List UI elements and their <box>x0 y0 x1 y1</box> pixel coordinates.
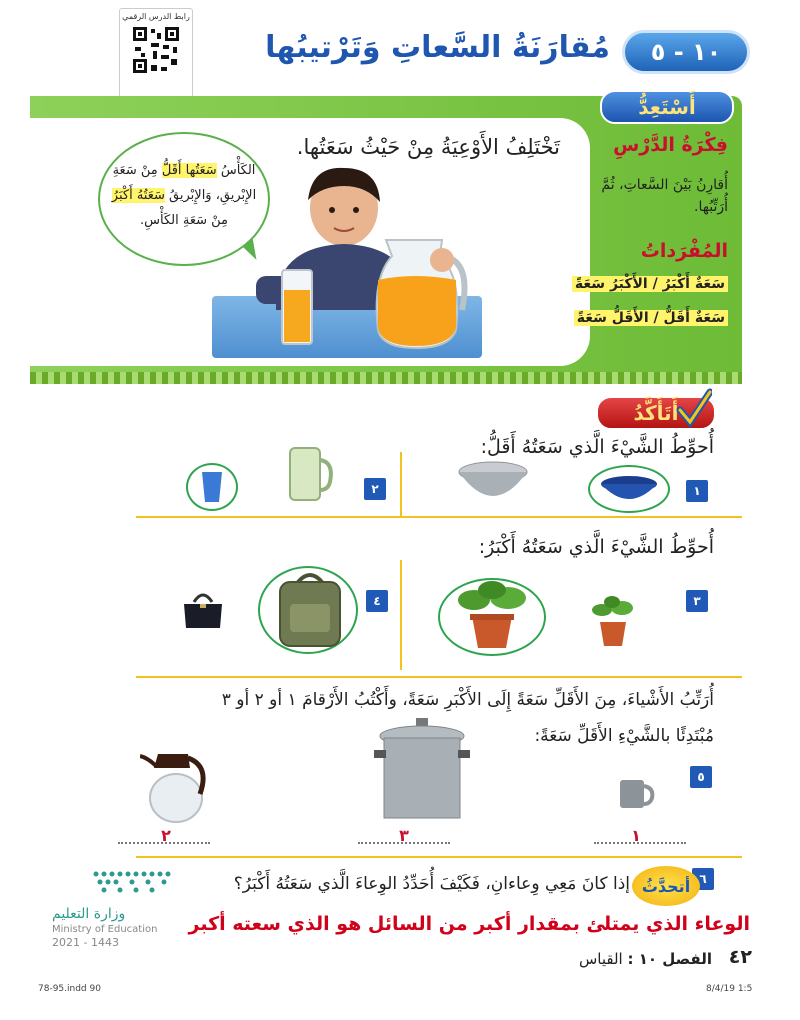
page-number: ٤٢ <box>728 946 752 968</box>
question-order-line-1: أُرَتِّبُ الأَشْياءَ، مِنَ الأَقَلِّ سَعَةً إِلَى الأَكْبَرِ سَعَةً، وأَكْتُبُ الأَرْقامَ ١ أو ٢ أو ٣ <box>221 690 714 710</box>
exercise-number-4: ٤ <box>366 590 388 612</box>
ministry-name-english: Ministry of Education <box>52 924 158 935</box>
print-file-name: 78-95.indd 90 <box>38 984 101 994</box>
divider-horizontal-3 <box>136 856 742 858</box>
coffee-kettle-image <box>140 748 212 824</box>
gray-mug-image <box>616 776 656 812</box>
exercise-number-2: ٢ <box>364 478 386 500</box>
talk-badge: أتحدَّثُ <box>632 866 700 906</box>
large-plant-pot-image <box>452 580 532 652</box>
answer-pot: ٣ <box>399 826 409 845</box>
divider-horizontal-2 <box>136 676 742 678</box>
check-mark-icon <box>676 388 712 428</box>
exercise-number-1: ١ <box>686 480 708 502</box>
qr-code-icon <box>131 25 181 75</box>
large-steel-bowl-image <box>455 460 531 508</box>
ready-section-border <box>30 372 742 384</box>
vocabulary-item-1: سَعَةٌ أَكْبَرُ / الأَكْبَرُ سَعَةً <box>572 276 728 292</box>
question-order-line-2: مُبْتَدِئًا بالشَّيْءِ الأَقَلِّ سَعَةً: <box>534 726 714 746</box>
lesson-idea-heading: فِكْرَةُ الدَّرْسِ <box>613 134 728 156</box>
question-less-capacity: أُحوِّطُ الشَّيْءَ الَّذي سَعَتُهُ أَقَلُّ: <box>480 436 714 458</box>
ministry-name-arabic: وزارة التعليم <box>52 906 126 922</box>
handbag-image <box>180 588 226 632</box>
chapter-label: الفصل ١٠ : القياس <box>578 950 712 968</box>
small-plant-pot-image <box>590 596 636 650</box>
divider-vertical-2 <box>400 560 402 670</box>
intro-sentence: تَخْتَلِفُ الأَوْعِيَةُ مِنْ حَيْثُ سَعَتُها. <box>296 135 560 159</box>
answer-mug: ١ <box>631 826 641 845</box>
glass-jar-mug-image <box>284 442 334 504</box>
boy-with-glass-and-jug-illustration <box>236 160 496 360</box>
ministry-logo-icon <box>92 868 178 894</box>
ready-tab: أَسْتَعِدُّ <box>600 90 734 124</box>
exercise-number-3: ٣ <box>686 590 708 612</box>
speech-bubble-text: الكَأْسُ سَعَتُها أَقَلُّ مِنْ سَعَةِ الإِبْريقِ، وَالإِبْريقُ سَعَتُهُ أَكْبَرُ مِنْ سَعَةِ الكَأْسِ. <box>111 163 257 228</box>
question-more-capacity: أُحوِّطُ الشَّيْءَ الَّذي سَعَتُهُ أَكْبَرُ: <box>478 536 714 558</box>
lesson-title: مُقارَنَةُ السَّعاتِ وَتَرْتيبُها <box>265 30 610 65</box>
qr-caption: رابط الدرس الرقمي <box>122 12 190 21</box>
small-blue-bowl-image <box>598 474 660 506</box>
blue-cup-image <box>200 470 224 504</box>
vocabulary-item-2: سَعَةٌ أَقَلُّ / الأَقَلُّ سَعَةً <box>574 310 728 326</box>
highlight-less: سَعَتُها أَقَلُّ <box>161 163 217 178</box>
divider-horizontal-1 <box>136 516 742 518</box>
talk-question: إذا كانَ مَعِي وِعاءانِ، فَكَيْفَ أُحَدِّدُ الوِعاءَ الَّذي سَعَتُهُ أَكْبَرُ؟ <box>233 874 630 894</box>
divider-vertical-1 <box>400 452 402 516</box>
check-tab: أَتَأَكَّدُ <box>596 396 716 430</box>
exercise-number-5: ٥ <box>690 766 712 788</box>
print-date: 8/4/19 1:5 <box>706 984 753 994</box>
highlight-more: سَعَتُهُ أَكْبَرُ <box>111 188 165 203</box>
talk-answer: الوعاء الذي يمتلئ بمقدار أكبر من السائل هو الذي سعته أكبر <box>188 913 750 935</box>
backpack-image <box>268 568 352 652</box>
large-cooking-pot-image <box>374 716 470 822</box>
edition-year: 2021 - 1443 <box>52 936 119 949</box>
vocabulary-heading: المُفْرَداتُ <box>640 240 728 262</box>
lesson-number-badge: ١٠ - ٥ <box>622 30 750 74</box>
lesson-idea-text: أُقارِنُ بَيْنَ السَّعاتِ، ثُمَّ أُرَتِّبُها. <box>601 177 728 215</box>
answer-kettle: ٢ <box>161 826 171 845</box>
exercise-number-6: ٦ <box>692 868 714 890</box>
